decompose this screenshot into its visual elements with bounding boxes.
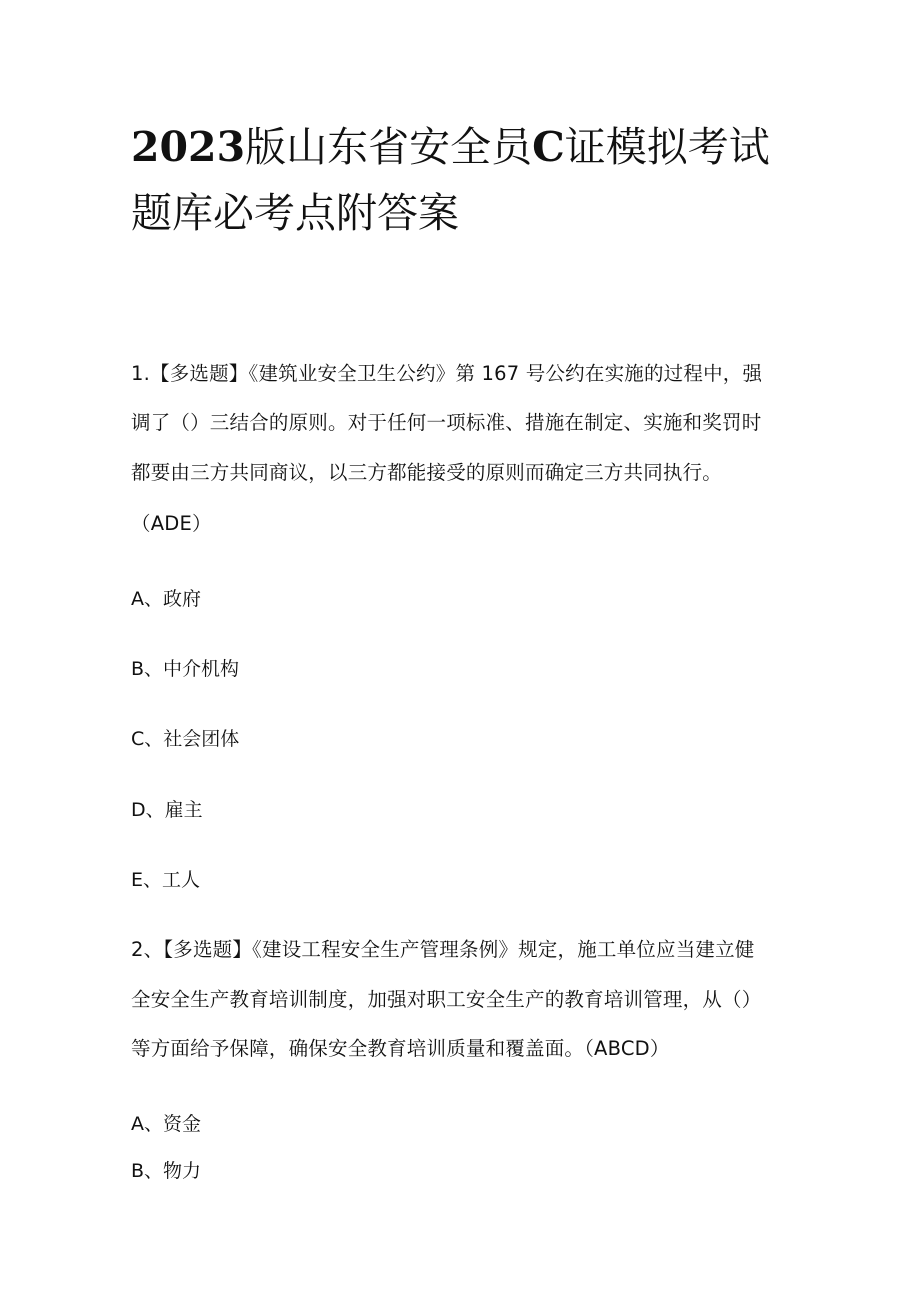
question-2-option-a: A、资金 bbox=[131, 1113, 201, 1135]
question-2-line-3: 等方面给予保障，确保安全教育培训质量和覆盖面。（ABCD） bbox=[131, 1037, 670, 1060]
question-1-answer: （ADE） bbox=[131, 512, 212, 535]
title-mid: 版山东省安全员 bbox=[245, 123, 533, 171]
question-1-line-3: 都要由三方共同商议，以三方都能接受的原则而确定三方共同执行。 bbox=[131, 461, 723, 484]
question-1-option-e: E、工人 bbox=[131, 869, 201, 891]
question-2-line-2: 全安全生产教育培训制度，加强对职工安全生产的教育培训管理，从（） bbox=[131, 988, 762, 1011]
question-1-line-2: 调了（）三结合的原则。对于任何一项标准、措施在制定、实施和奖罚时 bbox=[131, 411, 762, 434]
document-title bbox=[131, 114, 811, 246]
title-line-2: 题库必考点附答案 bbox=[131, 189, 459, 237]
question-1-option-b: B、中介机构 bbox=[131, 658, 240, 680]
question-1-option-d: D、雇主 bbox=[131, 799, 203, 821]
question-2-option-b: B、物力 bbox=[131, 1160, 202, 1182]
title-year: 2023 bbox=[131, 123, 246, 171]
title-rest: 证模拟考试 bbox=[564, 123, 770, 171]
question-1-line-1: 1.【多选题】《建筑业安全卫生公约》第 167 号公约在实施的过程中，强 bbox=[131, 362, 763, 385]
question-1-option-c: C、社会团体 bbox=[131, 728, 240, 750]
question-2-line-1: 2、【多选题】《建设工程安全生产管理条例》规定，施工单位应当建立健 bbox=[131, 938, 755, 961]
title-grade: C bbox=[532, 123, 565, 171]
question-1-option-a: A、政府 bbox=[131, 588, 201, 610]
